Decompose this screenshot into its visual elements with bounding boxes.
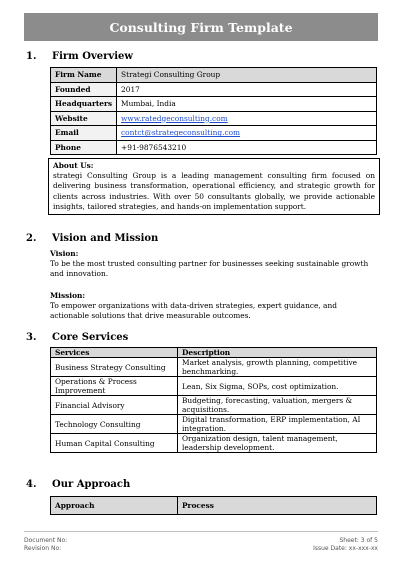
- section-heading-firm-overview: [26, 51, 133, 62]
- footer-right: [313, 537, 378, 553]
- firm-name-value: Strategi Consulting Group: [117, 68, 377, 83]
- description-column-header: Description: [178, 348, 377, 358]
- service-name: Technology Consulting: [51, 415, 178, 434]
- table-row: [51, 82, 377, 97]
- about-us-label: About Us:: [53, 161, 94, 170]
- website-label: Website: [51, 111, 117, 126]
- headquarters-value: Mumbai, India: [117, 97, 377, 112]
- footer-left: [24, 537, 67, 553]
- email-link[interactable]: contct@strategeconsulting.com: [121, 128, 241, 138]
- section-number: 1.: [26, 51, 37, 62]
- table-header-row: [51, 497, 377, 515]
- section-heading-our-approach: [26, 479, 130, 490]
- service-name: Financial Advisory: [51, 396, 178, 415]
- table-row: [51, 434, 377, 453]
- founded-value: 2017: [117, 82, 377, 97]
- table-row: [51, 358, 377, 377]
- table-row: [51, 377, 377, 396]
- service-description: Organization design, talent management, leadership development.: [178, 434, 377, 453]
- firm-overview-table: [50, 67, 377, 155]
- approach-table: [50, 496, 377, 515]
- email-label: Email: [51, 126, 117, 141]
- revision-number-label: Revision No:: [24, 545, 62, 552]
- table-row: [51, 140, 377, 155]
- section-number: 2.: [26, 233, 37, 244]
- mission-label: Mission:: [50, 291, 86, 300]
- document-number-label: Document No:: [24, 537, 68, 544]
- mission-text: To empower organizations with data-driven strategies, expert guidance, and actionable solutions that drive measurable outcomes.: [50, 301, 337, 321]
- vision-text: To be the most trusted consulting partner for businesses seeking sustainable growth and innovation.: [50, 259, 369, 279]
- footer-divider: [24, 531, 378, 532]
- about-us-text: strategi Consulting Group is a leading management consulting firm focused on delivering business transformation, operational efficiency, and strategic growth for clients across industries. With over 50 consultants globally, we provide actionable insights, tailored strategies, and hands-on implementation support.: [53, 171, 375, 211]
- section-heading-core-services: [26, 332, 128, 343]
- section-title: Our Approach: [52, 479, 131, 490]
- mission-block: [50, 291, 375, 322]
- vision-block: [50, 249, 375, 280]
- table-row: [51, 111, 377, 126]
- section-title: Firm Overview: [52, 51, 133, 62]
- section-number: 4.: [26, 479, 37, 490]
- approach-column-header: Approach: [51, 497, 178, 515]
- sheet-number: Sheet: 3 of 5: [339, 537, 378, 544]
- section-title: Core Services: [52, 332, 129, 343]
- table-row: [51, 68, 377, 83]
- process-column-header: Process: [178, 497, 377, 515]
- document-title: Consulting Firm Template: [24, 13, 378, 41]
- table-row: [51, 415, 377, 434]
- firm-name-label: Firm Name: [51, 68, 117, 83]
- service-description: Budgeting, forecasting, valuation, mergers & acquisitions.: [178, 396, 377, 415]
- vision-label: Vision:: [50, 249, 79, 258]
- headquarters-label: Headquarters: [51, 97, 117, 112]
- service-name: Operations & Process Improvement: [51, 377, 178, 396]
- website-link[interactable]: www.ratedgeconsulting.com: [121, 113, 228, 123]
- service-description: Market analysis, growth planning, competitive benchmarking.: [178, 358, 377, 377]
- issue-date: Issue Date: xx-xxx-xx: [313, 545, 378, 552]
- founded-label: Founded: [51, 82, 117, 97]
- service-name: Business Strategy Consulting: [51, 358, 178, 377]
- service-name: Human Capital Consulting: [51, 434, 178, 453]
- service-description: Lean, Six Sigma, SOPs, cost optimization.: [178, 377, 377, 396]
- table-header-row: [51, 348, 377, 358]
- core-services-table: [50, 347, 377, 453]
- table-row: [51, 97, 377, 112]
- section-title: Vision and Mission: [52, 233, 159, 244]
- service-description: Digital transformation, ERP implementation, AI integration.: [178, 415, 377, 434]
- table-row: [51, 126, 377, 141]
- table-row: [51, 396, 377, 415]
- about-us-box: [48, 158, 380, 215]
- phone-value: +91-9876543210: [117, 140, 377, 155]
- phone-label: Phone: [51, 140, 117, 155]
- services-column-header: Services: [51, 348, 178, 358]
- section-heading-vision-mission: [26, 233, 158, 244]
- section-number: 3.: [26, 332, 37, 343]
